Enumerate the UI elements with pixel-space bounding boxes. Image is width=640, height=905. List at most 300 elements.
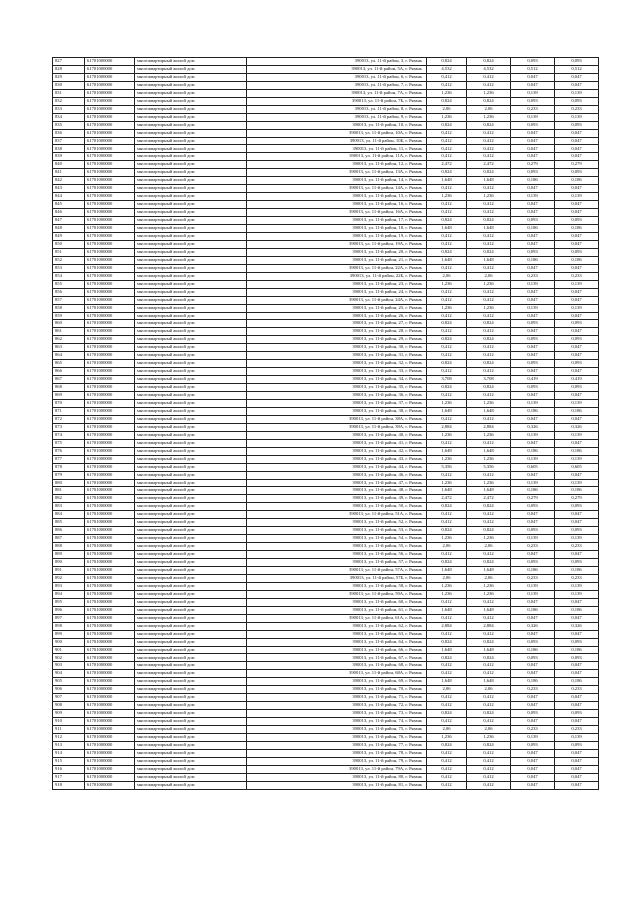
value-cell-3: 0,326 — [511, 622, 555, 630]
value-cell-4: 0,093 — [555, 527, 599, 535]
address-cell: 390013, ул. 11-й район, 13А, г. Рязань — [247, 169, 427, 177]
value-cell-3: 0,047 — [511, 511, 555, 519]
value-cell-3: 0,186 — [511, 225, 555, 233]
oktmo-code-cell: 61701000000 — [85, 471, 135, 479]
address-cell: 390013, ул. 11-й район, 24, г. Рязань — [247, 288, 427, 296]
object-type-cell: многоквартирный жилой дом — [135, 678, 247, 686]
object-type-cell: многоквартирный жилой дом — [135, 654, 247, 662]
value-cell-2: 0,824 — [467, 217, 511, 225]
value-cell-4: 0,139 — [555, 455, 599, 463]
value-cell-1: 2,06 — [427, 105, 467, 113]
oktmo-code-cell: 61701000000 — [85, 264, 135, 272]
value-cell-1: 0,412 — [427, 757, 467, 765]
table-row — [53, 376, 599, 384]
table-row — [53, 455, 599, 463]
value-cell-2: 0,412 — [467, 296, 511, 304]
value-cell-1: 0,824 — [427, 503, 467, 511]
value-cell-2: 1,236 — [467, 734, 511, 742]
row-number-cell: 869 — [53, 392, 85, 400]
oktmo-code-cell: 61701000000 — [85, 352, 135, 360]
address-cell: 390013, ул. 11-й район, 41, г. Рязань — [247, 439, 427, 447]
oktmo-code-cell: 61701000000 — [85, 360, 135, 368]
address-cell: 390013, ул. 11-й район, 64, г. Рязань — [247, 638, 427, 646]
row-number-cell: 903 — [53, 662, 85, 670]
value-cell-3: 0,047 — [511, 718, 555, 726]
value-cell-4: 0,326 — [555, 423, 599, 431]
value-cell-1: 0,824 — [427, 741, 467, 749]
table-row — [53, 392, 599, 400]
value-cell-1: 0,412 — [427, 749, 467, 757]
row-number-cell: 861 — [53, 328, 85, 336]
row-number-cell: 914 — [53, 749, 85, 757]
value-cell-3: 0,186 — [511, 447, 555, 455]
value-cell-1: 0,824 — [427, 559, 467, 567]
address-cell: 390013, ул. 11-й район, 19, г. Рязань — [247, 232, 427, 240]
value-cell-3: 0,605 — [511, 463, 555, 471]
table-row — [53, 137, 599, 145]
address-cell: 390013, ул. 11-й район, 30, г. Рязань — [247, 344, 427, 352]
value-cell-3: 0,186 — [511, 407, 555, 415]
value-cell-2: 0,824 — [467, 384, 511, 392]
object-type-cell: многоквартирный жилой дом — [135, 773, 247, 781]
value-cell-3: 0,047 — [511, 185, 555, 193]
object-type-cell: многоквартирный жилой дом — [135, 58, 247, 66]
address-cell: 390013, ул. 11-й район, 36, г. Рязань — [247, 392, 427, 400]
value-cell-1: 0,412 — [427, 614, 467, 622]
row-number-cell: 887 — [53, 535, 85, 543]
value-cell-3: 0,047 — [511, 439, 555, 447]
value-cell-3: 0,093 — [511, 741, 555, 749]
value-cell-1: 4,532 — [427, 65, 467, 73]
value-cell-4: 0,186 — [555, 487, 599, 495]
value-cell-1: 0,412 — [427, 73, 467, 81]
row-number-cell: 899 — [53, 630, 85, 638]
value-cell-4: 0,047 — [555, 264, 599, 272]
value-cell-4: 0,047 — [555, 598, 599, 606]
value-cell-1: 1,236 — [427, 193, 467, 201]
value-cell-3: 0,139 — [511, 399, 555, 407]
object-type-cell: многоквартирный жилой дом — [135, 137, 247, 145]
table-row — [53, 97, 599, 105]
oktmo-code-cell: 61701000000 — [85, 288, 135, 296]
table-row — [53, 185, 599, 193]
table-row — [53, 757, 599, 765]
table-row — [53, 344, 599, 352]
value-cell-2: 1,648 — [467, 447, 511, 455]
value-cell-2: 0,412 — [467, 439, 511, 447]
row-number-cell: 877 — [53, 455, 85, 463]
oktmo-code-cell: 61701000000 — [85, 726, 135, 734]
value-cell-2: 0,824 — [467, 741, 511, 749]
table-row — [53, 58, 599, 66]
object-type-cell: многоквартирный жилой дом — [135, 121, 247, 129]
value-cell-1: 2,06 — [427, 543, 467, 551]
object-type-cell: многоквартирный жилой дом — [135, 225, 247, 233]
oktmo-code-cell: 61701000000 — [85, 368, 135, 376]
address-cell: 390013, ул. 11-й район, 7А, г. Рязань — [247, 89, 427, 97]
value-cell-2: 2,06 — [467, 726, 511, 734]
row-number-cell: 830 — [53, 81, 85, 89]
oktmo-code-cell: 61701000000 — [85, 73, 135, 81]
address-cell: 390013, ул. 11-й район, 72, г. Рязань — [247, 702, 427, 710]
oktmo-code-cell: 61701000000 — [85, 280, 135, 288]
oktmo-code-cell: 61701000000 — [85, 129, 135, 137]
table-row — [53, 662, 599, 670]
table-row — [53, 352, 599, 360]
value-cell-3: 0,233 — [511, 726, 555, 734]
value-cell-3: 0,047 — [511, 598, 555, 606]
object-type-cell: многоквартирный жилой дом — [135, 757, 247, 765]
value-cell-2: 0,412 — [467, 129, 511, 137]
table-row — [53, 264, 599, 272]
value-cell-3: 0,093 — [511, 248, 555, 256]
value-cell-2: 0,412 — [467, 240, 511, 248]
value-cell-3: 0,093 — [511, 559, 555, 567]
object-type-cell: многоквартирный жилой дом — [135, 376, 247, 384]
address-cell: 390013, ул. 11-й район, 3, г. Рязань — [247, 58, 427, 66]
table-row — [53, 73, 599, 81]
object-type-cell: многоквартирный жилой дом — [135, 590, 247, 598]
oktmo-code-cell: 61701000000 — [85, 256, 135, 264]
value-cell-2: 1,236 — [467, 89, 511, 97]
value-cell-1: 0,824 — [427, 248, 467, 256]
table-row — [53, 495, 599, 503]
value-cell-3: 0,047 — [511, 81, 555, 89]
value-cell-3: 0,233 — [511, 686, 555, 694]
oktmo-code-cell: 61701000000 — [85, 447, 135, 455]
row-number-cell: 893 — [53, 582, 85, 590]
value-cell-4: 0,093 — [555, 710, 599, 718]
value-cell-4: 0,605 — [555, 463, 599, 471]
value-cell-3: 0,047 — [511, 312, 555, 320]
row-number-cell: 842 — [53, 177, 85, 185]
row-number-cell: 891 — [53, 567, 85, 575]
value-cell-3: 0,047 — [511, 73, 555, 81]
value-cell-3: 0,093 — [511, 320, 555, 328]
value-cell-2: 0,412 — [467, 670, 511, 678]
address-cell: 390013, ул. 11-й район, 20, г. Рязань — [247, 248, 427, 256]
row-number-cell: 836 — [53, 129, 85, 137]
row-number-cell: 851 — [53, 248, 85, 256]
oktmo-code-cell: 61701000000 — [85, 193, 135, 201]
address-cell: 390013, ул. 11-й район, 51А, г. Рязань — [247, 511, 427, 519]
table-row — [53, 288, 599, 296]
value-cell-1: 0,824 — [427, 527, 467, 535]
row-number-cell: 918 — [53, 781, 85, 789]
value-cell-3: 0,047 — [511, 240, 555, 248]
value-cell-1: 1,648 — [427, 678, 467, 686]
value-cell-3: 0,047 — [511, 145, 555, 153]
value-cell-3: 0,093 — [511, 336, 555, 344]
value-cell-4: 0,047 — [555, 153, 599, 161]
value-cell-3: 0,233 — [511, 272, 555, 280]
object-type-cell: многоквартирный жилой дом — [135, 209, 247, 217]
value-cell-3: 0,047 — [511, 153, 555, 161]
value-cell-3: 0,186 — [511, 567, 555, 575]
value-cell-2: 2,06 — [467, 272, 511, 280]
oktmo-code-cell: 61701000000 — [85, 225, 135, 233]
value-cell-3: 0,186 — [511, 177, 555, 185]
value-cell-4: 0,047 — [555, 352, 599, 360]
address-cell: 390013, ул. 11-й район, 7Б, г. Рязань — [247, 97, 427, 105]
oktmo-code-cell: 61701000000 — [85, 519, 135, 527]
row-number-cell: 898 — [53, 622, 85, 630]
address-cell: 390013, ул. 11-й район, 22Б, г. Рязань — [247, 272, 427, 280]
row-number-cell: 900 — [53, 638, 85, 646]
address-cell: 390013, ул. 11-й район, 43, г. Рязань — [247, 455, 427, 463]
value-cell-2: 0,412 — [467, 312, 511, 320]
row-number-cell: 863 — [53, 344, 85, 352]
oktmo-code-cell: 61701000000 — [85, 638, 135, 646]
value-cell-4: 0,047 — [555, 145, 599, 153]
oktmo-code-cell: 61701000000 — [85, 272, 135, 280]
row-number-cell: 847 — [53, 217, 85, 225]
address-cell: 390013, ул. 11-й район, 54, г. Рязань — [247, 535, 427, 543]
value-cell-2: 0,824 — [467, 58, 511, 66]
oktmo-code-cell: 61701000000 — [85, 304, 135, 312]
object-type-cell: многоквартирный жилой дом — [135, 129, 247, 137]
value-cell-2: 0,824 — [467, 503, 511, 511]
value-cell-1: 0,412 — [427, 511, 467, 519]
value-cell-1: 0,412 — [427, 765, 467, 773]
row-number-cell: 859 — [53, 312, 85, 320]
value-cell-4: 0,047 — [555, 702, 599, 710]
value-cell-3: 0,186 — [511, 606, 555, 614]
address-cell: 390013, ул. 11-й район, 77, г. Рязань — [247, 741, 427, 749]
table-row — [53, 503, 599, 511]
value-cell-1: 0,412 — [427, 129, 467, 137]
table-row — [53, 567, 599, 575]
table-row — [53, 447, 599, 455]
address-cell: 390013, ул. 11-й район, 26, г. Рязань — [247, 312, 427, 320]
oktmo-code-cell: 61701000000 — [85, 320, 135, 328]
table-row — [53, 630, 599, 638]
value-cell-3: 0,512 — [511, 65, 555, 73]
table-row — [53, 694, 599, 702]
oktmo-code-cell: 61701000000 — [85, 670, 135, 678]
value-cell-2: 1,236 — [467, 113, 511, 121]
object-type-cell: многоквартирный жилой дом — [135, 606, 247, 614]
table-row — [53, 702, 599, 710]
value-cell-3: 0,233 — [511, 543, 555, 551]
object-type-cell: многоквартирный жилой дом — [135, 145, 247, 153]
table-row — [53, 598, 599, 606]
value-cell-1: 0,412 — [427, 781, 467, 789]
value-cell-1: 2,884 — [427, 423, 467, 431]
value-cell-4: 0,186 — [555, 678, 599, 686]
row-number-cell: 839 — [53, 153, 85, 161]
address-cell: 390013, ул. 11-й район, 63, г. Рязань — [247, 630, 427, 638]
value-cell-4: 0,186 — [555, 225, 599, 233]
table-row — [53, 415, 599, 423]
value-cell-2: 0,412 — [467, 757, 511, 765]
table-row — [53, 217, 599, 225]
value-cell-3: 0,047 — [511, 344, 555, 352]
oktmo-code-cell: 61701000000 — [85, 81, 135, 89]
row-number-cell: 866 — [53, 368, 85, 376]
value-cell-2: 1,648 — [467, 646, 511, 654]
object-type-cell: многоквартирный жилой дом — [135, 543, 247, 551]
table-row — [53, 328, 599, 336]
value-cell-4: 0,139 — [555, 280, 599, 288]
address-cell: 390013, ул. 11-й район, 22А, г. Рязань — [247, 264, 427, 272]
value-cell-1: 2,06 — [427, 726, 467, 734]
value-cell-1: 0,412 — [427, 519, 467, 527]
table-row — [53, 153, 599, 161]
value-cell-2: 1,236 — [467, 304, 511, 312]
value-cell-3: 0,139 — [511, 479, 555, 487]
row-number-cell: 907 — [53, 694, 85, 702]
object-type-cell: многоквартирный жилой дом — [135, 734, 247, 742]
value-cell-4: 0,047 — [555, 551, 599, 559]
row-number-cell: 913 — [53, 741, 85, 749]
oktmo-code-cell: 61701000000 — [85, 495, 135, 503]
object-type-cell: многоквартирный жилой дом — [135, 407, 247, 415]
table-row — [53, 726, 599, 734]
value-cell-3: 0,047 — [511, 765, 555, 773]
value-cell-4: 0,233 — [555, 686, 599, 694]
table-row — [53, 463, 599, 471]
value-cell-3: 0,093 — [511, 710, 555, 718]
value-cell-4: 0,047 — [555, 757, 599, 765]
table-row — [53, 479, 599, 487]
table-row — [53, 487, 599, 495]
row-number-cell: 873 — [53, 423, 85, 431]
address-cell: 390013, ул. 11-й район, 67, г. Рязань — [247, 654, 427, 662]
oktmo-code-cell: 61701000000 — [85, 240, 135, 248]
oktmo-code-cell: 61701000000 — [85, 741, 135, 749]
address-cell: 390013, ул. 11-й район, 12, г. Рязань — [247, 161, 427, 169]
value-cell-1: 0,824 — [427, 121, 467, 129]
row-number-cell: 878 — [53, 463, 85, 471]
oktmo-code-cell: 61701000000 — [85, 702, 135, 710]
value-cell-1: 2,06 — [427, 574, 467, 582]
oktmo-code-cell: 61701000000 — [85, 392, 135, 400]
address-cell: 390013, ул. 11-й район, 60, г. Рязань — [247, 598, 427, 606]
object-type-cell: многоквартирный жилой дом — [135, 65, 247, 73]
value-cell-4: 0,093 — [555, 217, 599, 225]
oktmo-code-cell: 61701000000 — [85, 694, 135, 702]
address-cell: 390013, ул. 11-й район, 7, г. Рязань — [247, 81, 427, 89]
value-cell-3: 0,139 — [511, 280, 555, 288]
address-cell: 390013, ул. 11-й район, 10А, г. Рязань — [247, 129, 427, 137]
table-row — [53, 638, 599, 646]
value-cell-1: 2,472 — [427, 161, 467, 169]
value-cell-2: 0,824 — [467, 559, 511, 567]
table-row — [53, 431, 599, 439]
address-cell: 390013, ул. 11-й район, 8, г. Рязань — [247, 105, 427, 113]
row-number-cell: 856 — [53, 288, 85, 296]
table-row — [53, 678, 599, 686]
object-type-cell: многоквартирный жилой дом — [135, 614, 247, 622]
oktmo-code-cell: 61701000000 — [85, 344, 135, 352]
table-row — [53, 65, 599, 73]
address-cell: 390013, ул. 11-й район, 17, г. Рязань — [247, 217, 427, 225]
object-type-cell: многоквартирный жилой дом — [135, 439, 247, 447]
value-cell-3: 0,419 — [511, 376, 555, 384]
value-cell-1: 0,824 — [427, 320, 467, 328]
oktmo-code-cell: 61701000000 — [85, 185, 135, 193]
address-cell: 390013, ул. 11-й район, 38А, г. Рязань — [247, 415, 427, 423]
address-cell: 390013, ул. 11-й район, 16А, г. Рязань — [247, 209, 427, 217]
value-cell-4: 0,047 — [555, 749, 599, 757]
value-cell-2: 0,824 — [467, 360, 511, 368]
value-cell-4: 0,047 — [555, 773, 599, 781]
oktmo-code-cell: 61701000000 — [85, 479, 135, 487]
object-type-cell: многоквартирный жилой дом — [135, 582, 247, 590]
value-cell-2: 1,236 — [467, 280, 511, 288]
table-row — [53, 113, 599, 121]
object-type-cell: многоквартирный жилой дом — [135, 741, 247, 749]
oktmo-code-cell: 61701000000 — [85, 686, 135, 694]
row-number-cell: 833 — [53, 105, 85, 113]
oktmo-code-cell: 61701000000 — [85, 439, 135, 447]
value-cell-3: 0,047 — [511, 773, 555, 781]
object-type-cell: многоквартирный жилой дом — [135, 551, 247, 559]
value-cell-3: 0,047 — [511, 702, 555, 710]
value-cell-2: 0,412 — [467, 392, 511, 400]
value-cell-4: 0,233 — [555, 105, 599, 113]
value-cell-4: 0,047 — [555, 415, 599, 423]
value-cell-1: 1,648 — [427, 606, 467, 614]
address-cell: 390013, ул. 11-й район, 59А, г. Рязань — [247, 590, 427, 598]
oktmo-code-cell: 61701000000 — [85, 137, 135, 145]
value-cell-3: 0,093 — [511, 654, 555, 662]
value-cell-4: 0,139 — [555, 304, 599, 312]
table-row — [53, 336, 599, 344]
value-cell-2: 0,412 — [467, 264, 511, 272]
value-cell-3: 0,047 — [511, 694, 555, 702]
oktmo-code-cell: 61701000000 — [85, 423, 135, 431]
object-type-cell: многоквартирный жилой дом — [135, 495, 247, 503]
value-cell-4: 0,093 — [555, 320, 599, 328]
table-row — [53, 89, 599, 97]
object-type-cell: многоквартирный жилой дом — [135, 312, 247, 320]
value-cell-1: 0,412 — [427, 630, 467, 638]
object-type-cell: многоквартирный жилой дом — [135, 519, 247, 527]
value-cell-4: 0,047 — [555, 209, 599, 217]
value-cell-1: 0,412 — [427, 201, 467, 209]
value-cell-2: 1,236 — [467, 399, 511, 407]
object-type-cell: многоквартирный жилой дом — [135, 535, 247, 543]
value-cell-3: 0,047 — [511, 630, 555, 638]
table-row — [53, 304, 599, 312]
value-cell-4: 0,093 — [555, 638, 599, 646]
value-cell-3: 0,047 — [511, 288, 555, 296]
object-type-cell: многоквартирный жилой дом — [135, 89, 247, 97]
address-cell: 390013, ул. 11-й район, 31, г. Рязань — [247, 352, 427, 360]
value-cell-3: 0,047 — [511, 232, 555, 240]
oktmo-code-cell: 61701000000 — [85, 328, 135, 336]
value-cell-1: 0,412 — [427, 392, 467, 400]
value-cell-2: 1,236 — [467, 431, 511, 439]
value-cell-2: 1,648 — [467, 678, 511, 686]
value-cell-4: 0,279 — [555, 495, 599, 503]
value-cell-2: 1,648 — [467, 177, 511, 185]
address-cell: 390013, ул. 11-й район, 16, г. Рязань — [247, 201, 427, 209]
row-number-cell: 872 — [53, 415, 85, 423]
value-cell-1: 0,412 — [427, 240, 467, 248]
value-cell-4: 0,047 — [555, 718, 599, 726]
value-cell-2: 1,236 — [467, 193, 511, 201]
address-cell: 390013, ул. 11-й район, 40, г. Рязань — [247, 431, 427, 439]
object-type-cell: многоквартирный жилой дом — [135, 622, 247, 630]
object-type-cell: многоквартирный жилой дом — [135, 193, 247, 201]
value-cell-2: 0,412 — [467, 471, 511, 479]
row-number-cell: 882 — [53, 495, 85, 503]
address-cell: 390013, ул. 11-й район, 76, г. Рязань — [247, 734, 427, 742]
object-type-cell: многоквартирный жилой дом — [135, 217, 247, 225]
